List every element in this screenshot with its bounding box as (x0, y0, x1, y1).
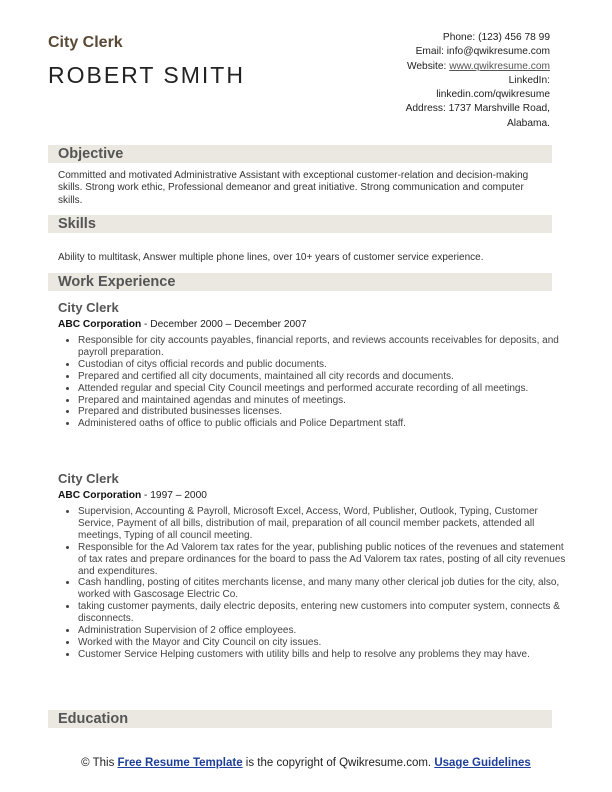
company-name: ABC Corporation (58, 319, 142, 330)
phone-value: (123) 456 78 99 (478, 32, 550, 43)
section-heading: Education (58, 711, 129, 727)
list-item: • Custodian of citys official records and public documents. (78, 359, 568, 371)
list-item: • Administration Supervision of 2 office employees. (78, 625, 568, 637)
job-title: City Clerk (58, 300, 119, 315)
contact-block (310, 31, 550, 131)
section-skills (48, 215, 552, 233)
company-name: ABC Corporation (58, 490, 142, 501)
address-line-2: Alabama. (506, 117, 550, 129)
job-bullets (62, 506, 568, 661)
email-line: Email: info@qwikresume.com (415, 46, 550, 58)
company-line (58, 319, 307, 330)
section-heading: Skills (58, 216, 96, 232)
list-item: • Prepared and certified all city documents, maintained all city records and documents. (78, 371, 568, 383)
address-line: Address: 1737 Marshville Road, (405, 103, 550, 115)
skills-text: Ability to multitask, Answer multiple phone lines, over 10+ years of customer service experience. (58, 252, 484, 263)
company-line (58, 490, 207, 501)
objective-text: Committed and motivated Administrative Assistant with exceptional customer-relation and decision-making skills. Strong work ethic, Professional demeanor and great initiative. Strong communication and computer skills. (58, 170, 529, 206)
header-job-title: City Clerk (48, 34, 123, 51)
list-item: • Responsible for city accounts payables, financial reports, and reviews accounts receivables for deposits, and payroll preparation. (78, 335, 568, 359)
job-dates: - 1997 – 2000 (141, 490, 207, 501)
email-value: info@qwikresume.com (446, 46, 550, 58)
list-item: • Responsible for the Ad Valorem tax rates for the year, publishing public notices of the revenues and statement of tax rates and prepare ordinances for the board to pass the Ad Valorem tax rates, posting of all city revenues and expenditures. (78, 542, 568, 578)
free-resume-template-link[interactable]: Free Resume Template (117, 757, 243, 769)
job-bullets (62, 335, 568, 430)
list-item: • Prepared and maintained agendas and minutes of meetings. (78, 395, 568, 407)
linkedin-value: linkedin.com/qwikresume (436, 89, 550, 101)
linkedin-label: LinkedIn: (508, 74, 550, 86)
list-item: • Supervision, Accounting & Payroll, Microsoft Excel, Access, Word, Publisher, Outlook, Typing, Customer Service, Payment of all bills, distribution of mail, preparation of all council member packets, attended all meetings, Typing of all council meeting. (78, 506, 568, 542)
list-item: • Attended regular and special City Council meetings and performed accurate recording of all meetings. (78, 383, 568, 395)
section-objective (48, 145, 552, 163)
job-dates: - December 2000 – December 2007 (141, 319, 307, 330)
website-link[interactable]: www.qwikresume.com (449, 60, 550, 72)
website-line: Website: www.qwikresume.com (406, 60, 550, 72)
job-title: City Clerk (58, 471, 119, 486)
list-item: • Administered oaths of office to public officials and Police Department staff. (78, 418, 568, 430)
list-item: • Prepared and distributed businesses licenses. (78, 406, 568, 418)
section-work-experience (48, 273, 552, 291)
footer: © This Free Resume Template is the copyright of Qwikresume.com. Usage Guidelines (81, 757, 531, 769)
section-heading: Work Experience (58, 274, 176, 290)
section-heading: Objective (58, 146, 124, 162)
list-item: • Cash handling, posting of citites merchants license, and many many other clerical job duties for the city, also, worked with Gascosage Electric Co. (78, 577, 568, 601)
section-education (48, 710, 552, 728)
list-item: • taking customer payments, daily electric deposits, entering new customers into computer system, connects & disconnects. (78, 601, 568, 625)
list-item: • Worked with the Mayor and City Council on city issues. (78, 637, 568, 649)
phone-line: Phone: (123) 456 78 99 (442, 32, 550, 43)
list-item: • Customer Service Helping customers with utility bills and help to resolve any problems they may have. (78, 649, 568, 661)
usage-guidelines-link[interactable]: Usage Guidelines (434, 757, 531, 769)
candidate-name: ROBERT SMITH (48, 62, 245, 88)
